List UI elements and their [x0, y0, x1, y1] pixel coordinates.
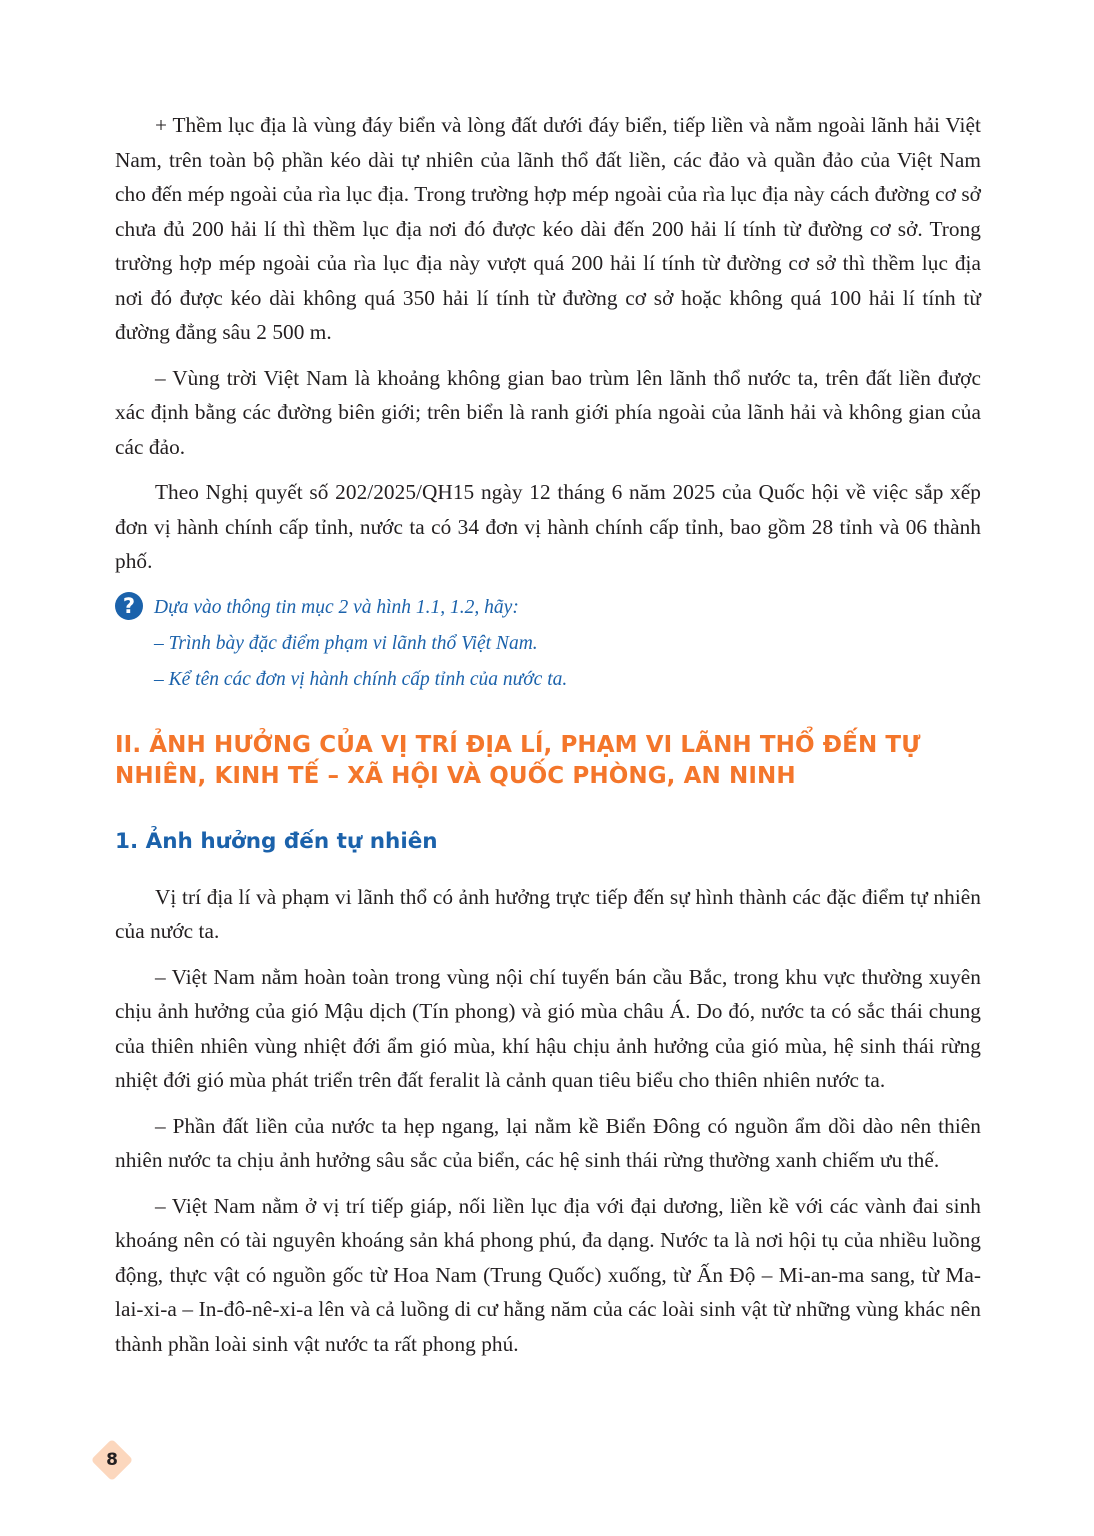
paragraph-administrative-units: Theo Nghị quyết số 202/2025/QH15 ngày 12 tháng 6 năm 2025 của Quốc hội về việc sắp xếp đơn vị hành chính cấp tỉnh, nước ta có 34 đơn vị hành chính cấp tỉnh, bao gồm 28 tỉnh và 06 thành phố.: [115, 480, 981, 573]
question-circle-icon: ?: [115, 592, 143, 620]
page-number: 8: [106, 1450, 118, 1470]
paragraph-narrow-land: – Phần đất liền của nước ta hẹp ngang, lại nằm kề Biển Đông có nguồn ẩm dồi dào nên thiên nhiên nước ta chịu ảnh hưởng sâu sắc của biển, các hệ sinh thái rừng thường xanh chiếm ưu thế.: [115, 1113, 981, 1172]
subsection-heading: 1. Ảnh hưởng đến tự nhiên: [115, 828, 438, 854]
page-number-badge: [91, 1439, 133, 1481]
paragraph-airspace: – Vùng trời Việt Nam là khoảng không gian bao trùm lên lãnh thổ nước ta, trên đất liền được xác định bằng các đường biên giới; trên biển là ranh giới phía ngoài của lãnh hải và không gian của các đảo.: [115, 365, 981, 459]
paragraph-continental-shelf: + Thềm lục địa là vùng đáy biển và lòng đất dưới đáy biển, tiếp liền và nằm ngoài lãnh hải Việt Nam, trên toàn bộ phần kéo dài tự nhiên của lãnh thổ đất liền, các đảo và quần đảo của Việt Nam cho đến mép ngoài của rìa lục địa. Trong trường hợp mép ngoài của rìa lục địa này cách đường cơ sở chưa đủ 200 hải lí thì thềm lục địa nơi đó được kéo dài đến 200 hải lí tính từ đường cơ sở. Trong trường hợp mép ngoài của rìa lục địa này vượt quá 200 hải lí tính từ đường cơ sở thì thềm lục địa nơi đó được kéo dài không quá 350 hải lí tính từ đường cơ sở hoặc không quá 100 hải lí tính từ đường đẳng sâu 2 500 m.: [115, 113, 981, 344]
paragraph-biodiversity: – Việt Nam nằm ở vị trí tiếp giáp, nối liền lục địa với đại dương, liền kề với các vành đai sinh khoáng nên có tài nguyên khoáng sản khá phong phú, đa dạng. Nước ta là nơi hội tụ của nhiều luồng động, thực vật có nguồn gốc từ Hoa Nam (Trung Quốc) xuống, từ Ấn Độ – Mi-an-ma sang, từ Ma-lai-xi-a – In-đô-nê-xi-a lên và cả luồng di cư hằng năm của các loài sinh vật từ những vùng khác nên thành phần loài sinh vật nước ta rất phong phú.: [115, 1193, 981, 1356]
question-box: [115, 590, 981, 698]
question-item-1: – Trình bày đặc điểm phạm vi lãnh thổ Việt Nam.: [154, 632, 538, 654]
paragraph-tropical-zone: – Việt Nam nằm hoàn toàn trong vùng nội chí tuyến bán cầu Bắc, trong khu vực thường xuyên chịu ảnh hưởng của gió Mậu dịch (Tín phong) và gió mùa châu Á. Do đó, nước ta có sắc thái chung của thiên nhiên vùng nhiệt đới ẩm gió mùa, khí hậu chịu ảnh hưởng của gió mùa, hệ sinh thái rừng nhiệt đới gió mùa phát triển trên đất feralit là cảnh quan tiêu biểu cho thiên nhiên nước ta.: [115, 964, 981, 1092]
question-prompt: Dựa vào thông tin mục 2 và hình 1.1, 1.2, hãy:: [154, 596, 519, 618]
section-heading: II. ẢNH HƯỞNG CỦA VỊ TRÍ ĐỊA LÍ, PHẠM VI LÃNH THỔ ĐẾN TỰ NHIÊN, KINH TẾ – XÃ HỘI VÀ QUỐC PHÒNG, AN NINH: [115, 731, 921, 789]
paragraph-natural-influence: Vị trí địa lí và phạm vi lãnh thổ có ảnh hưởng trực tiếp đến sự hình thành các đặc điểm tự nhiên của nước ta.: [115, 884, 981, 943]
page-content: [115, 108, 981, 1372]
question-item-2: – Kể tên các đơn vị hành chính cấp tỉnh của nước ta.: [154, 668, 568, 690]
